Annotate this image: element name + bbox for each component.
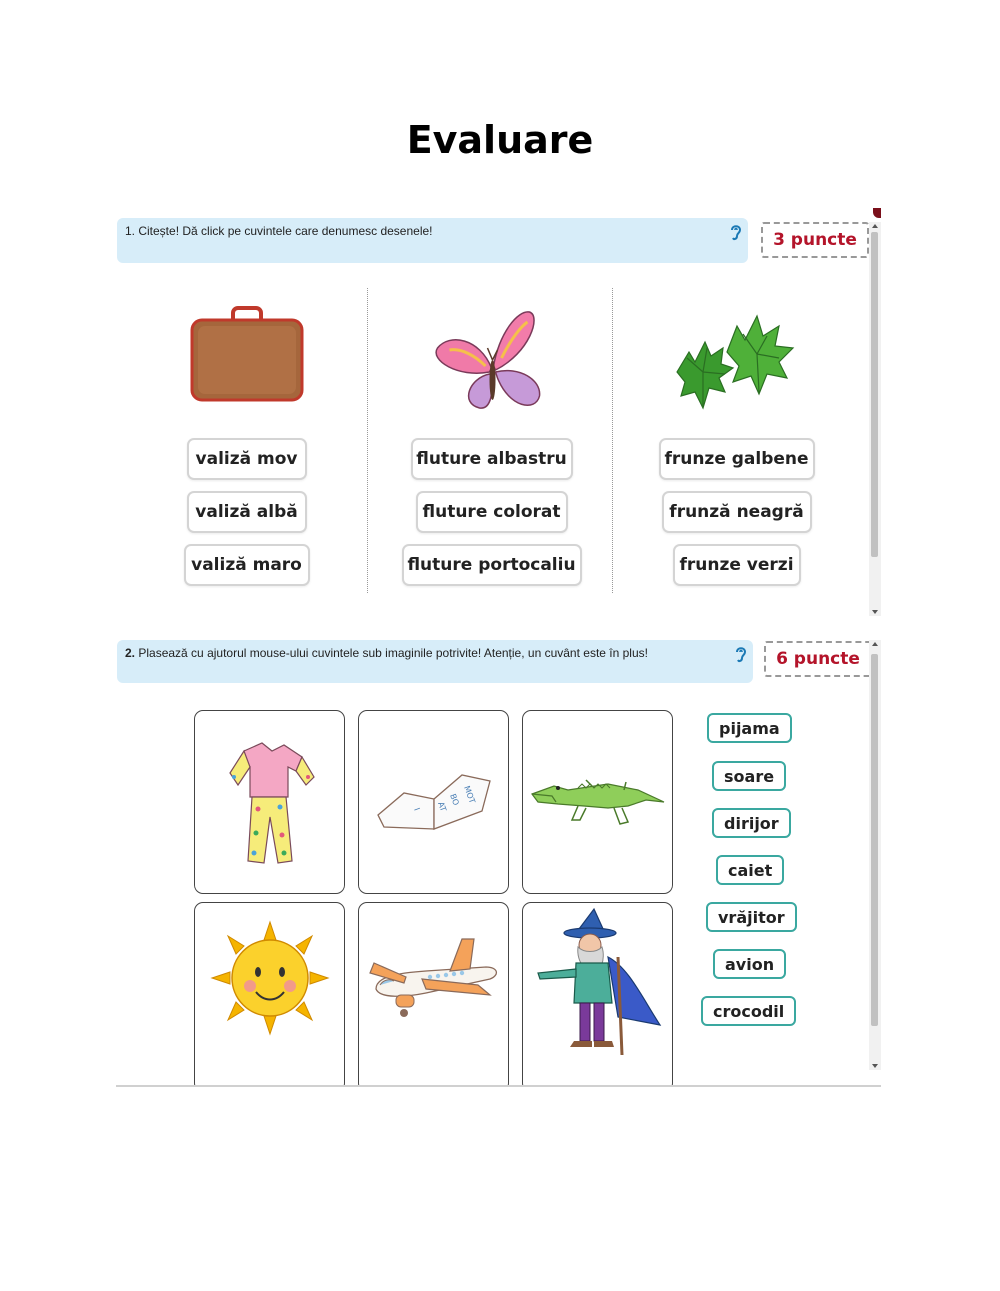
points-badge: 6 puncte	[764, 641, 872, 677]
word-tile[interactable]: soare	[712, 761, 786, 791]
drop-card-sun[interactable]	[194, 902, 345, 1087]
instruction-number: 2.	[125, 646, 136, 660]
option-button[interactable]: frunze galbene	[659, 438, 815, 480]
butterfly-image	[429, 308, 554, 420]
scrollbar[interactable]	[869, 222, 881, 616]
notebook-text: MOT	[461, 784, 477, 805]
page-title: Evaluare	[406, 118, 594, 162]
pajamas-image	[222, 737, 318, 867]
drop-card-pajamas[interactable]	[194, 710, 345, 894]
wizard-image	[532, 907, 664, 1057]
instruction-text: 1. Citește! Dă click pe cuvintele care denumesc desenele!	[125, 224, 433, 238]
leaves-image	[667, 312, 807, 416]
exercise-1-column	[124, 286, 369, 596]
word-tile[interactable]: crocodil	[701, 996, 796, 1026]
scroll-down-icon[interactable]	[872, 610, 878, 614]
word-tile[interactable]: vrăjitor	[706, 902, 797, 932]
notebook-text: I	[411, 806, 421, 812]
corner-marker	[873, 208, 881, 218]
ear-icon[interactable]	[731, 643, 751, 665]
option-button[interactable]: frunză neagră	[662, 491, 812, 533]
exercise-1-column	[369, 286, 614, 596]
word-tile[interactable]: dirijor	[712, 808, 791, 838]
crocodile-image	[528, 772, 668, 832]
ear-icon[interactable]	[726, 221, 746, 243]
drop-card-wizard[interactable]	[522, 902, 673, 1087]
drop-card-crocodile[interactable]	[522, 710, 673, 894]
exercise-2-instruction	[117, 640, 753, 683]
option-button[interactable]: valiză albă	[187, 491, 307, 533]
option-button[interactable]: fluture portocaliu	[402, 544, 582, 586]
sun-image	[210, 920, 330, 1036]
drop-card-airplane[interactable]	[358, 902, 509, 1087]
scrollbar[interactable]	[869, 640, 881, 1070]
word-tile[interactable]: caiet	[716, 855, 784, 885]
scroll-down-icon[interactable]	[872, 1064, 878, 1068]
option-button[interactable]: valiză mov	[187, 438, 307, 480]
notebook-text: BO	[447, 792, 461, 807]
word-tile[interactable]: pijama	[707, 713, 792, 743]
word-tile[interactable]: avion	[713, 949, 786, 979]
drop-card-notebook[interactable]	[358, 710, 509, 894]
scroll-thumb[interactable]	[871, 654, 878, 1026]
suitcase-image	[188, 304, 306, 404]
exercise-1-instruction	[117, 218, 748, 263]
option-button[interactable]: fluture colorat	[416, 491, 568, 533]
airplane-image	[366, 933, 502, 1023]
scroll-thumb[interactable]	[871, 232, 878, 557]
scroll-up-icon[interactable]	[872, 642, 878, 646]
exercise-1-panel	[116, 208, 881, 616]
exercise-1-column	[614, 286, 859, 596]
points-badge: 3 puncte	[761, 222, 869, 258]
scroll-up-icon[interactable]	[872, 224, 878, 228]
notebook-image	[374, 767, 494, 837]
exercise-2-panel	[116, 640, 881, 1087]
instruction-text: Plasează cu ajutorul mouse-ului cuvintele sub imaginile potrivite! Atenție, un cuvânt este în plus!	[138, 646, 648, 660]
option-button[interactable]: fluture albastru	[411, 438, 573, 480]
option-button[interactable]: frunze verzi	[673, 544, 801, 586]
option-button[interactable]: valiză maro	[184, 544, 310, 586]
notebook-text: AT	[435, 800, 448, 813]
